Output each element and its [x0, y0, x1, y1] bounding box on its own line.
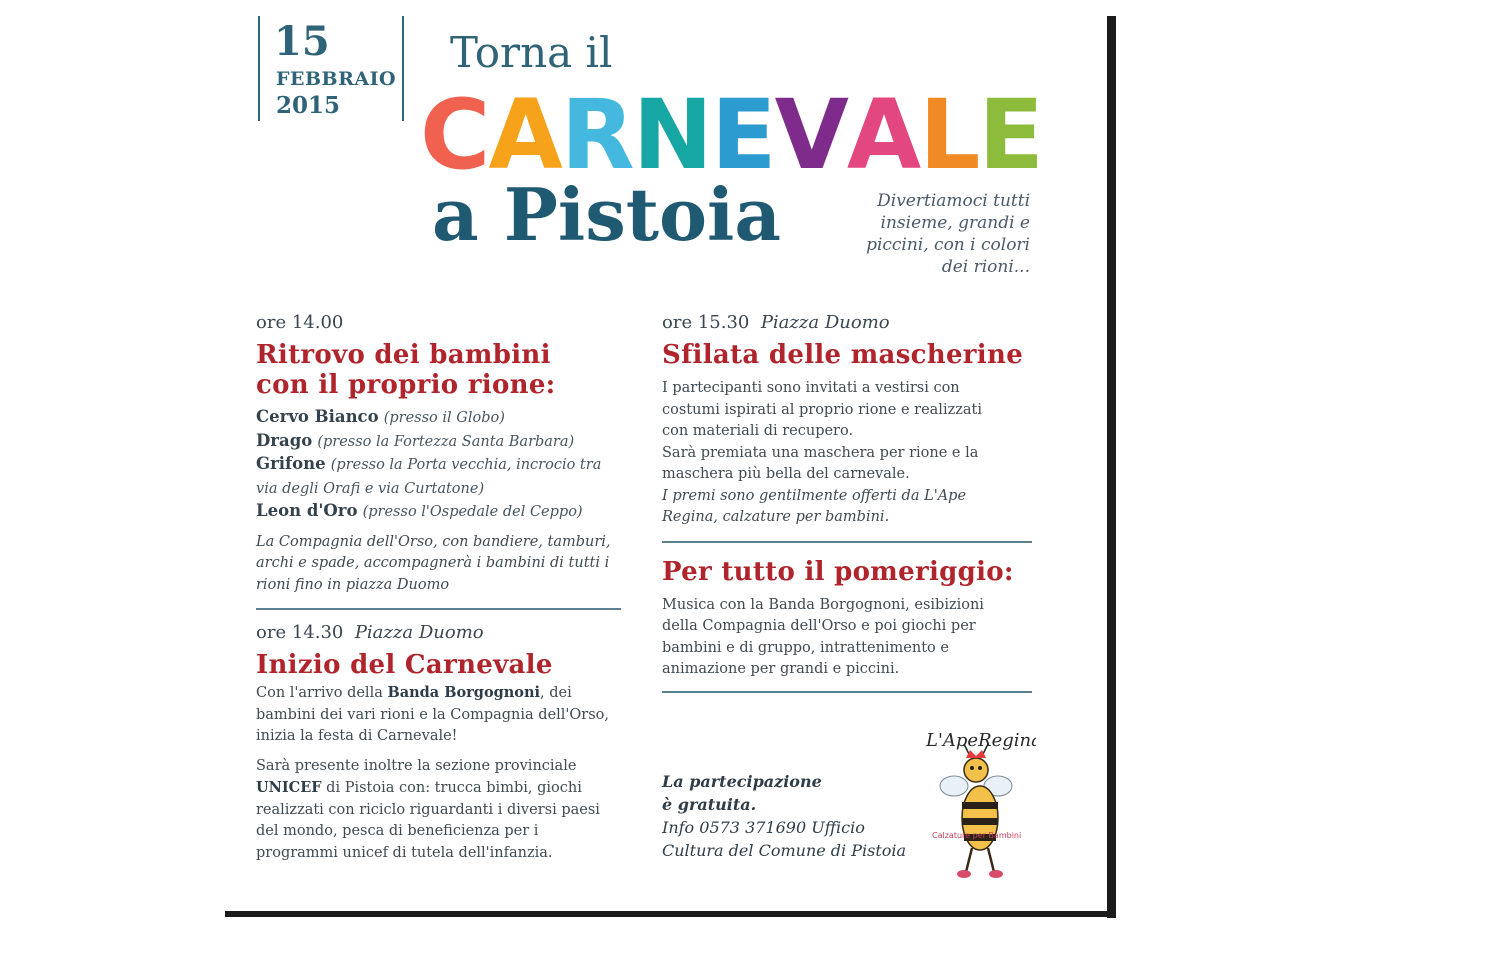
heading-ritrovo: Ritrovo dei bambini con il proprio rione: — [256, 340, 556, 400]
logo-brand-text: L'ApeRegina — [926, 730, 1036, 751]
carnevale-letter: E — [711, 79, 775, 191]
rione-location: (presso la Fortezza Santa Barbara) — [317, 433, 575, 450]
time-1530-hour: ore 15.30 — [662, 312, 750, 333]
rione-name: Grifone — [256, 454, 326, 473]
time-1530 — [662, 310, 1032, 336]
unicef-text-c: di Pistoia con: trucca bimbi, giochi realizzati con riciclo riguardanti i diversi paesi del mondo, pesca di beneficienza per i programmi unicef di tutela dell'infanzia. — [256, 780, 600, 861]
date-year: 2015 — [276, 92, 341, 119]
sfilata-p2: Sarà premiata una maschera per rione e la maschera più bella del carnevale. — [662, 444, 979, 482]
divider — [662, 541, 1032, 543]
time-1530-place: Piazza Duomo — [760, 312, 890, 333]
unicef-paragraph — [256, 756, 621, 865]
heading-sfilata: Sfilata delle mascherine — [662, 340, 1024, 370]
sfilata-p1: I partecipanti sono invitati a vestirsi con costumi ispirati al proprio rione e realizzati con materiali di recupero. — [662, 380, 982, 439]
compagnia-note: La Compagnia dell'Orso, con bandiere, tamburi, archi e spade, accompagnerà i bambini di tutti i rioni fino in piazza Duomo — [256, 533, 611, 593]
pomeriggio-p1: Musica con la Banda Borgognoni, esibizioni della Compagnia dell'Orso e poi giochi per bambini e di gruppo, intrattenimento e animazione per grandi e piccini. — [662, 596, 984, 677]
rione-item — [256, 406, 621, 430]
rione-name: Drago — [256, 430, 313, 450]
rione-name: Cervo Bianco — [256, 407, 379, 426]
time-1430-place: Piazza Duomo — [354, 622, 484, 643]
carnevale-letter: C — [420, 79, 489, 191]
tagline: Divertiamoci tutti insieme, grandi e piccini, con i colori dei rioni... — [866, 191, 1030, 277]
info-line-3: Info 0573 371690 Ufficio — [662, 818, 865, 837]
heading-pomeriggio: Per tutto il pomeriggio: — [662, 556, 1014, 587]
rione-name: Leon d'Oro — [256, 501, 358, 520]
date-block — [258, 16, 404, 121]
carnevale-letter: V — [774, 79, 847, 191]
title-line-3: a Pistoia — [432, 172, 782, 257]
info-line-2: è gratuita. — [662, 795, 757, 814]
left-column — [256, 310, 621, 864]
rione-location: (presso la Porta vecchia, incrocio tra via degli Orafi e via Curtatone) — [256, 457, 602, 497]
bee-mascot-icon — [920, 720, 1036, 890]
date-day: 15 — [274, 18, 330, 65]
inizio-text-c: , dei bambini dei vari rioni e la Compagnia dell'Orso, inizia la festa di Carnevale! — [256, 685, 610, 744]
inizio-text-a: Con l'arrivo della — [256, 685, 388, 701]
carnevale-letter: L — [919, 79, 979, 191]
info-line-4: Cultura del Comune di Pistoia — [662, 841, 907, 860]
rione-location: (presso il Globo) — [383, 410, 505, 426]
date-month: FEBBRAIO — [276, 68, 397, 90]
inizio-paragraph — [256, 682, 621, 748]
info-block — [662, 770, 912, 862]
rione-location: (presso l'Ospedale del Ceppo) — [362, 504, 583, 520]
unicef-text-b: UNICEF — [256, 779, 322, 796]
time-1400: ore 14.00 — [256, 312, 344, 333]
info-line-1: La partecipazione — [662, 772, 822, 791]
carnevale-letter: N — [632, 79, 712, 191]
heading-inizio: Inizio del Carnevale — [256, 650, 553, 680]
ape-regina-logo — [920, 720, 1036, 890]
rione-item — [256, 453, 621, 500]
sheet-shadow-bottom — [225, 911, 1116, 917]
unicef-text-a: Sarà presente inoltre la sezione provinciale — [256, 757, 577, 774]
sfilata-p3: I premi sono gentilmente offerti da L'Ape Regina, calzature per bambini. — [662, 487, 967, 525]
rione-item — [256, 430, 621, 454]
carnevale-letter: R — [560, 79, 633, 191]
right-column — [662, 310, 1032, 703]
time-1430 — [256, 620, 621, 646]
logo-sub-text: Calzature per Bambini — [932, 831, 1022, 840]
title-line-1: Torna il — [450, 28, 613, 77]
rioni-list — [256, 406, 621, 524]
carnevale-letter: A — [488, 79, 561, 191]
divider — [662, 691, 1032, 693]
carnevale-letter: E — [978, 79, 1042, 191]
inizio-text-b: Banda Borgognoni — [387, 684, 541, 701]
carnevale-letter: A — [846, 79, 920, 191]
rione-item — [256, 500, 621, 524]
divider — [256, 608, 621, 610]
time-1430-hour: ore 14.30 — [256, 622, 344, 643]
sheet-shadow-right — [1107, 16, 1116, 918]
